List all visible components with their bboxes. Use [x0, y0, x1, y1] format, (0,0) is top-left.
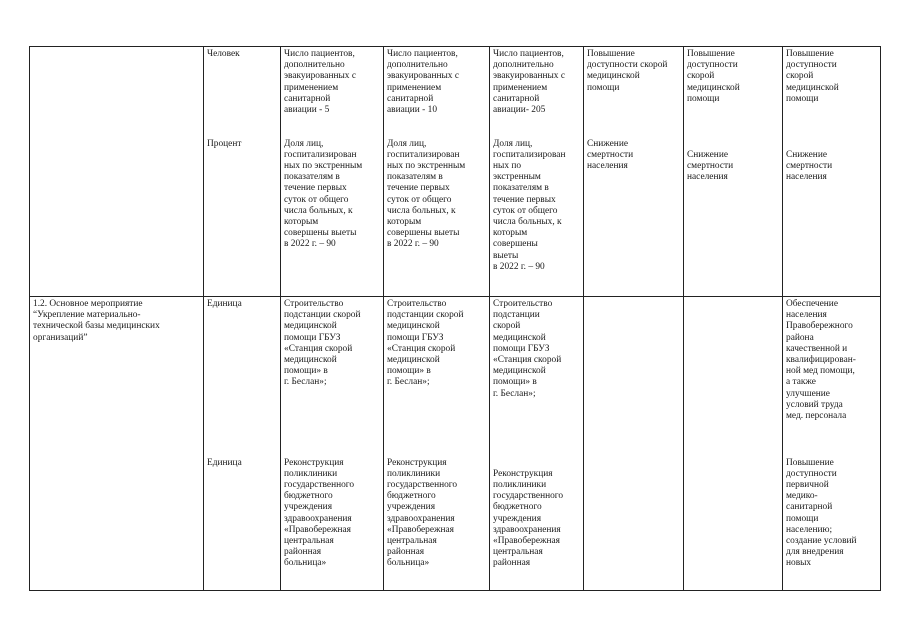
- unit-cell: Единица: [204, 456, 281, 591]
- result-cell-2: [684, 297, 783, 456]
- value-cell-2: Число пациентов, дополнительно эвакуированных с применением санитарной авиации - 10: [384, 47, 490, 137]
- result-cell-3: Обеспечение населения Правобережного района качественной и квалифицирован- ной мед помощи, а также улучшение условий труда мед. персонала: [783, 297, 881, 456]
- value-cell-2: Строительство подстанции скорой медицинской помощи ГБУЗ «Станция скорой медицинской помощи» в г. Беслан»;: [384, 297, 490, 456]
- value-cell-3: Реконструкция поликлиники государственного бюджетного учреждения здравоохранения «Правобережная центральная районная: [490, 456, 584, 591]
- unit-cell: Процент: [204, 137, 281, 297]
- table-row: [30, 47, 881, 137]
- result-cell-1: Снижение смертности населения: [584, 137, 684, 297]
- activity-cell: [30, 47, 204, 137]
- table-row: [30, 297, 881, 456]
- value-cell-1: Строительство подстанции скорой медицинской помощи ГБУЗ «Станция скорой медицинской помощи» в г. Беслан»;: [281, 297, 384, 456]
- result-cell-3: Повышение доступности скорой медицинской помощи: [783, 47, 881, 137]
- value-cell-3: Доля лиц, госпитализирован ных по экстренным показателям в течение первых суток от общего числа больных, к которым совершены выеты в 2022 г. – 90: [490, 137, 584, 297]
- value-cell-2: Доля лиц, госпитализирован ных по экстренным показателям в течение первых суток от общего числа больных, к которым совершены выеты в 2022 г. – 90: [384, 137, 490, 297]
- activity-cell: [30, 137, 204, 297]
- table-row: [30, 456, 881, 591]
- table-row: [30, 137, 881, 297]
- value-cell-2: Реконструкция поликлиники государственного бюджетного учреждения здравоохранения «Правобережная центральная районная больница»: [384, 456, 490, 591]
- result-cell-3: Снижение смертности населения: [783, 137, 881, 297]
- result-cell-2: [684, 456, 783, 591]
- value-cell-1: Число пациентов, дополнительно эвакуированных с применением санитарной авиации - 5: [281, 47, 384, 137]
- value-cell-3: Число пациентов, дополнительно эвакуированных с применением санитарной авиации- 205: [490, 47, 584, 137]
- unit-cell: Человек: [204, 47, 281, 137]
- activity-cell: [30, 456, 204, 591]
- result-cell-1: [584, 297, 684, 456]
- value-cell-1: Доля лиц, госпитализирован ных по экстренным показателям в течение первых суток от общего числа больных, к которым совершены выеты в 2022 г. – 90: [281, 137, 384, 297]
- program-measures-table: [29, 46, 881, 591]
- value-cell-3: Строительство подстанции скорой медицинской помощи ГБУЗ «Станция скорой медицинской помощи» в г. Беслан»;: [490, 297, 584, 456]
- result-cell-1: [584, 456, 684, 591]
- value-cell-1: Реконструкция поликлиники государственного бюджетного учреждения здравоохранения «Правобережная центральная районная больница»: [281, 456, 384, 591]
- result-cell-3: Повышение доступности первичной медико- санитарной помощи населению; создание условий для внедрения новых: [783, 456, 881, 591]
- activity-cell: 1.2. Основное мероприятие “Укрепление материально- технической базы медицинских организаций”: [30, 297, 204, 456]
- result-cell-1: Повышение доступности скорой медицинской помощи: [584, 47, 684, 137]
- result-cell-2: Повышение доступности скорой медицинской помощи: [684, 47, 783, 137]
- unit-cell: Единица: [204, 297, 281, 456]
- result-cell-2: Снижение смертности населения: [684, 137, 783, 297]
